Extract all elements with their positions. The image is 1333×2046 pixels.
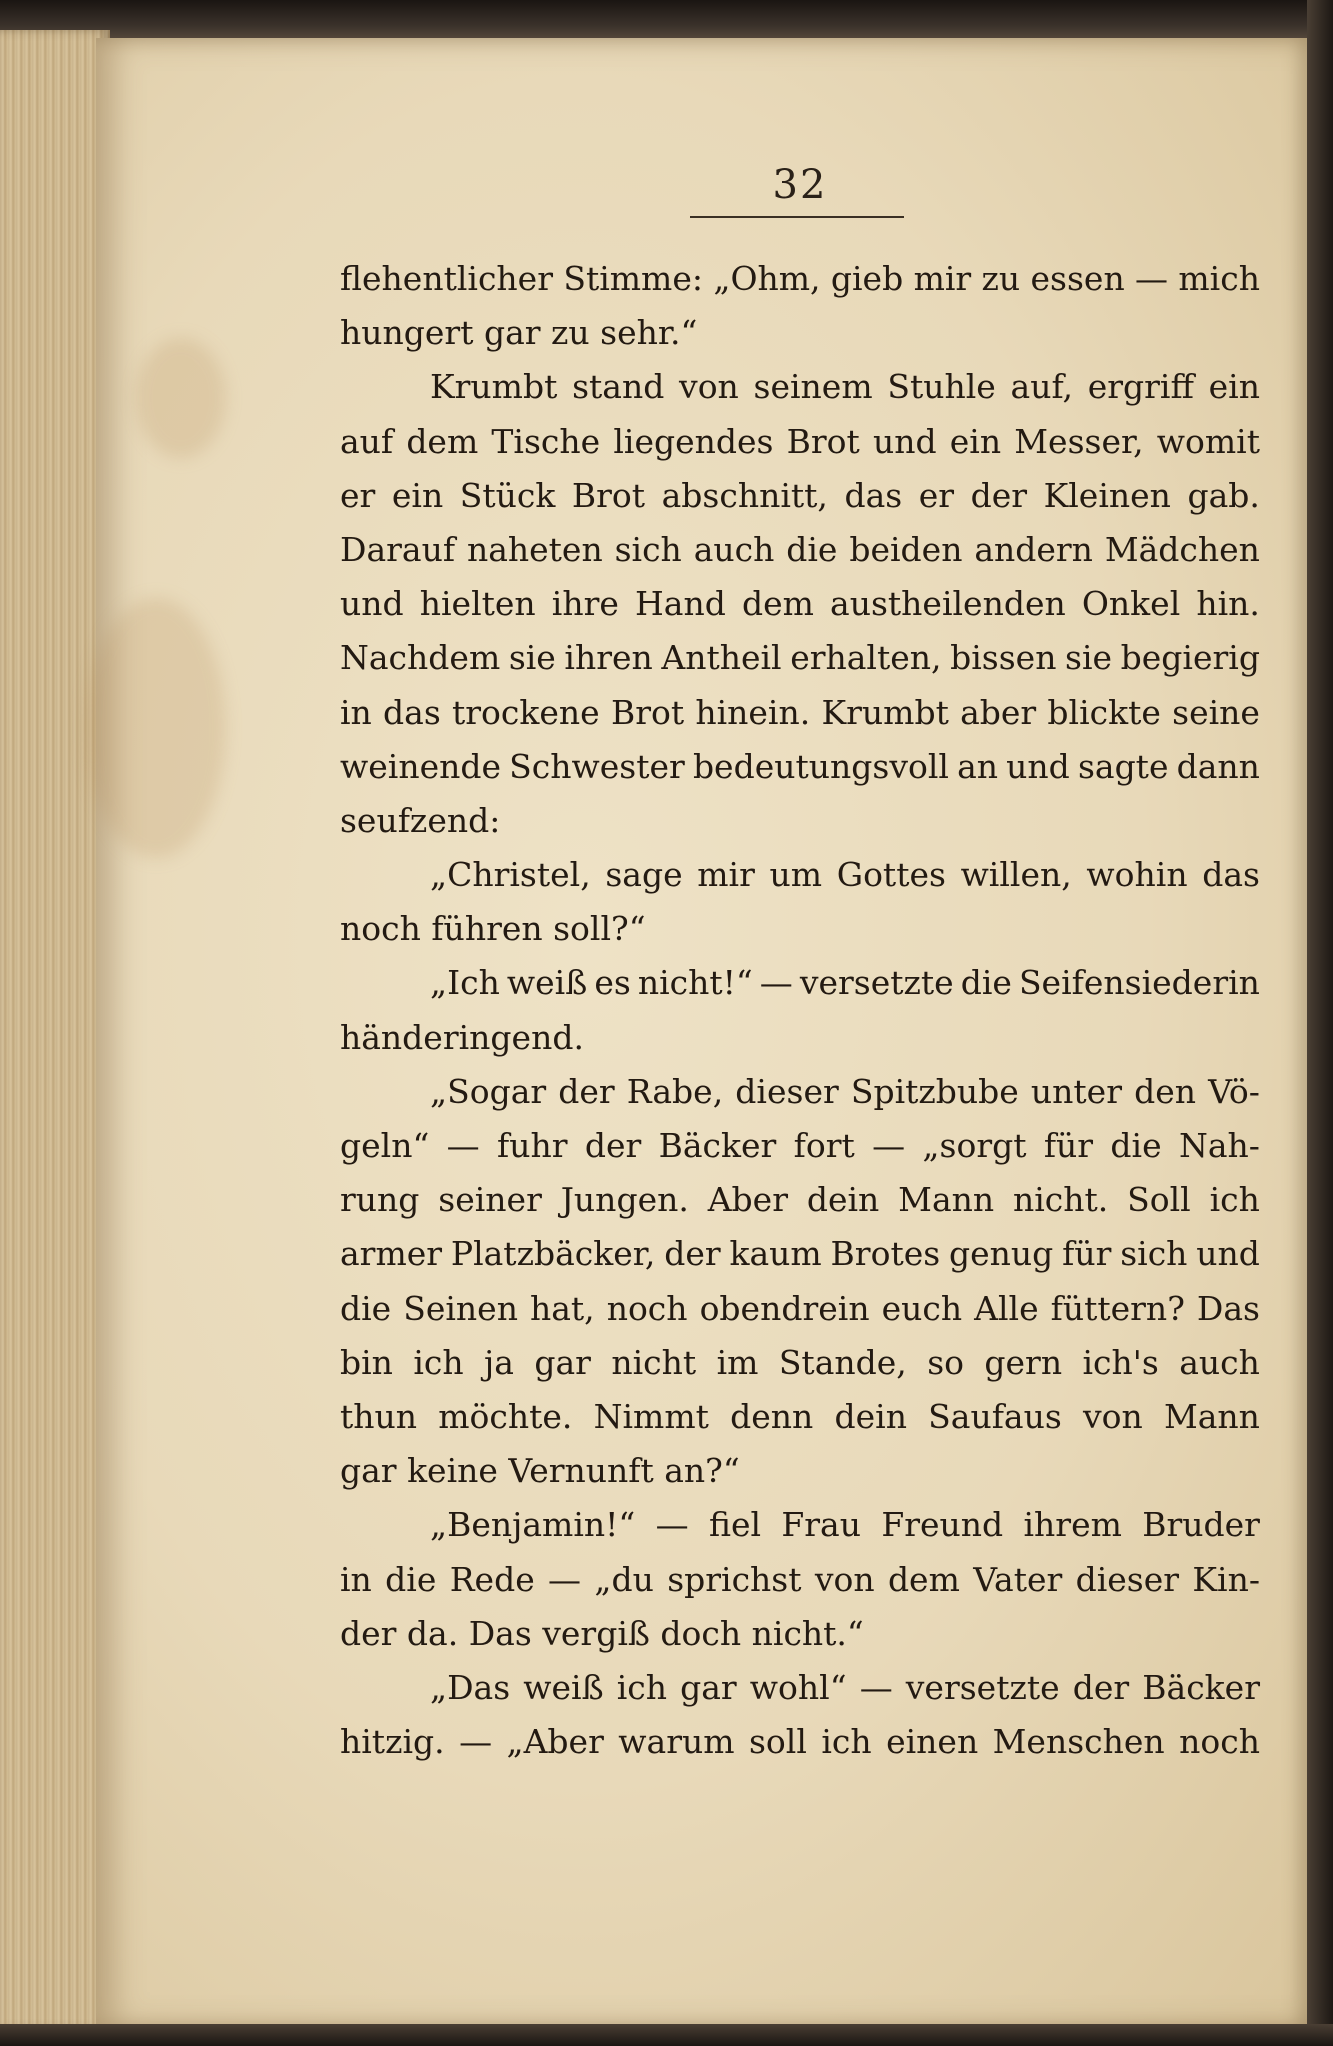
text-word: bissen [950, 638, 1057, 678]
text-word: liegendes [613, 421, 774, 461]
text-line: hungert gar zu sehr.“ [340, 313, 698, 353]
text-word: hielten [419, 584, 536, 624]
text-word: fuhr [497, 1126, 568, 1165]
text-word: Stuhle [887, 367, 996, 407]
text-word: ich [616, 1667, 668, 1707]
text-word: versetzte [799, 963, 954, 1003]
text-word: Brot [610, 692, 685, 732]
text-word: thun [340, 1396, 418, 1436]
text-line: seufzend: [340, 800, 501, 840]
text-line [340, 1227, 1260, 1281]
text-word: essen [1030, 259, 1125, 298]
text-word: das [383, 692, 441, 732]
text-word: ihrem [1023, 1505, 1122, 1545]
text-word: Rabe, [626, 1071, 724, 1111]
text-word: hat, [529, 1288, 595, 1328]
text-word: der [558, 1071, 615, 1111]
text-word: denn [730, 1396, 814, 1436]
text-word: trockene [452, 692, 600, 732]
text-word: er [918, 475, 955, 515]
text-word: noch [1179, 1722, 1260, 1762]
text-word: sagte [1077, 746, 1169, 786]
text-word: weiß [523, 1667, 604, 1707]
text-word: naheten [466, 529, 603, 569]
text-line [340, 956, 1260, 1010]
text-word: erhalten, [790, 638, 942, 678]
text-word: willen, [960, 855, 1072, 895]
text-word: Gottes [836, 855, 946, 895]
text-word: Brot [786, 421, 860, 461]
text-word: Alle [974, 1288, 1039, 1328]
text-word: von [814, 1559, 875, 1599]
text-line: händeringend. [340, 1017, 584, 1057]
text-word: — [446, 1126, 480, 1165]
text-word: versetzte [905, 1667, 1060, 1707]
text-word: und [340, 584, 404, 624]
text-line [340, 1498, 1260, 1552]
text-word: Hand [635, 584, 726, 624]
text-word: weiß [506, 963, 588, 1003]
text-word: ihren [564, 638, 653, 678]
text-word: für [1062, 1234, 1112, 1274]
text-word: „Sogar [430, 1071, 547, 1111]
text-word: dem [887, 1559, 960, 1599]
page-stain [86, 598, 226, 858]
text-word: dann [1176, 746, 1260, 786]
text-word: armer [340, 1234, 443, 1274]
text-word: austheilenden [830, 584, 1066, 624]
text-word: Vater [973, 1559, 1063, 1599]
text-word: Spitzbube [850, 1071, 1019, 1111]
page-stain [136, 338, 226, 458]
text-word: dein [806, 1180, 880, 1220]
text-word: Soll [1127, 1180, 1191, 1220]
text-word: wohin [1086, 855, 1188, 895]
text-word: Onkel [1081, 584, 1181, 624]
text-word: weinende [340, 746, 502, 786]
text-word: dein [834, 1396, 907, 1436]
text-word: er [340, 475, 376, 515]
text-word: „du [594, 1559, 654, 1599]
text-word: Krumbt [821, 692, 949, 732]
text-word: bin [340, 1342, 393, 1382]
text-word: beiden [849, 529, 963, 569]
text-word: die [340, 1288, 392, 1328]
text-word: — [655, 1505, 689, 1545]
text-word: abschnitt, [661, 475, 828, 515]
text-word: Mann [1163, 1396, 1260, 1436]
text-word: „Das [430, 1667, 511, 1707]
book-cover-edge-bottom [0, 2024, 1333, 2046]
text-word: hitzig. [340, 1722, 445, 1762]
text-word: Vö- [1208, 1071, 1260, 1111]
text-word: Antheil [661, 638, 782, 678]
text-word: dem [741, 584, 814, 624]
text-word: an [957, 746, 999, 786]
text-word: seiner [438, 1180, 542, 1220]
text-word: andern [974, 529, 1093, 569]
text-line [340, 1661, 1260, 1715]
text-word: nicht [611, 1342, 697, 1382]
text-line [340, 631, 1260, 685]
text-word: dieser [1075, 1559, 1180, 1599]
text-word: einen [886, 1722, 979, 1762]
text-word: die [1110, 1126, 1162, 1165]
text-word: die [786, 529, 838, 569]
text-word: Menschen [992, 1722, 1165, 1762]
text-word: obendrein [699, 1288, 870, 1328]
text-word: Das [1196, 1288, 1260, 1328]
text-word: warum [618, 1722, 735, 1762]
text-word: der [970, 475, 1028, 515]
text-line [340, 686, 1260, 740]
text-word: Nachdem [340, 638, 501, 678]
text-word: von [1082, 1396, 1143, 1436]
text-word: der [664, 1234, 721, 1274]
text-word: — [548, 1559, 582, 1599]
text-line [340, 740, 1260, 794]
page-number: 32 [772, 162, 828, 208]
text-word: möchte. [438, 1396, 573, 1436]
text-word: Nimmt [593, 1396, 709, 1436]
text-word: Seifensiederin [1018, 963, 1260, 1003]
book-cover-edge-right [1307, 0, 1333, 2046]
text-word: in [340, 692, 372, 732]
text-word: begierig [1120, 638, 1260, 678]
text-word: — [759, 963, 793, 1003]
page-stack-edge [0, 30, 110, 2030]
text-word: Brotes [830, 1234, 941, 1274]
text-word: euch [881, 1288, 963, 1328]
text-word: Bäcker [1142, 1667, 1260, 1707]
text-word: füttern? [1050, 1288, 1185, 1328]
text-word: gieb [830, 259, 904, 298]
text-word: Schwester [509, 746, 685, 786]
text-word: auch [693, 529, 775, 569]
page-number-rule [690, 216, 904, 218]
text-word: ja [484, 1342, 514, 1382]
text-word: „Ohm, [713, 259, 821, 298]
text-word: stand [572, 367, 665, 407]
text-word: dieser [735, 1071, 839, 1111]
text-word: Aber [707, 1180, 788, 1220]
text-word: unter [1030, 1071, 1122, 1111]
text-word: ich [1209, 1180, 1260, 1220]
text-word: Stande, [778, 1342, 907, 1382]
text-word: fiel [708, 1505, 762, 1545]
text-word: ich [821, 1722, 872, 1762]
text-word: sprichst [667, 1559, 802, 1599]
text-word: — [459, 1722, 493, 1762]
text-word: Bruder [1142, 1505, 1260, 1545]
text-word: Mädchen [1104, 529, 1260, 569]
text-line [340, 848, 1260, 902]
text-word: in [340, 1559, 372, 1599]
text-word: hinein. [695, 692, 811, 732]
text-line [340, 523, 1260, 577]
text-line [340, 1390, 1260, 1444]
text-line: gar keine Vernunft an?“ [340, 1451, 740, 1491]
text-word: — [859, 1667, 893, 1707]
text-word: Saufaus [928, 1396, 1062, 1436]
text-word: auch [1179, 1342, 1260, 1382]
text-word: und [872, 421, 937, 461]
text-word: noch [606, 1288, 688, 1328]
text-word: im [716, 1342, 759, 1382]
text-word: „Aber [506, 1722, 604, 1762]
text-word: den [1134, 1071, 1196, 1111]
text-line [340, 1282, 1260, 1336]
text-word: „Benjamin!“ [430, 1505, 636, 1545]
text-word: ich's [1082, 1342, 1159, 1382]
text-word: Darauf [340, 529, 456, 569]
text-word: sie [1065, 638, 1113, 678]
text-word: soll [748, 1722, 807, 1762]
text-word: Stück [459, 475, 556, 515]
text-line [340, 252, 1260, 306]
text-line [340, 1065, 1260, 1119]
text-word: das [1202, 855, 1260, 895]
text-word: auf, [1010, 367, 1073, 407]
text-word: sich [1120, 1234, 1188, 1274]
text-word: — [872, 1126, 906, 1165]
body-text [340, 252, 1260, 1769]
text-word: fort [793, 1126, 855, 1165]
text-line [340, 1173, 1260, 1227]
text-word: Stimme: [563, 259, 703, 298]
text-word: gar [534, 1342, 591, 1382]
text-word: Frau [781, 1505, 861, 1545]
text-word: nicht. [1013, 1180, 1109, 1220]
text-line [340, 1336, 1260, 1390]
text-word: seinem [753, 367, 873, 407]
text-word: Brot [571, 475, 646, 515]
text-word: aber [960, 692, 1037, 732]
text-word: das [844, 475, 903, 515]
text-word: ein [949, 421, 1002, 461]
text-word: der [1072, 1667, 1130, 1707]
text-word: ergriff [1087, 367, 1194, 407]
text-word: „sorgt [922, 1126, 1027, 1165]
text-word: ihre [551, 584, 619, 624]
text-word: mich [1178, 259, 1260, 298]
text-word: so [927, 1342, 964, 1382]
text-word: der [584, 1126, 642, 1165]
text-line [340, 577, 1260, 631]
text-line [340, 415, 1260, 469]
text-word: ein [391, 475, 444, 515]
text-word: gar [680, 1667, 737, 1707]
text-word: zu [981, 259, 1021, 298]
text-word: Mann [898, 1180, 995, 1220]
text-word: es [594, 963, 631, 1003]
text-word: gab. [1187, 475, 1260, 515]
text-word: Jungen. [560, 1180, 689, 1220]
text-line [340, 1553, 1260, 1607]
text-word: hin. [1196, 584, 1260, 624]
text-word: und [1006, 746, 1070, 786]
text-word: „Christel, [430, 855, 591, 895]
text-word: — [1135, 259, 1169, 298]
text-word: Tische [491, 421, 601, 461]
text-word: Seinen [403, 1288, 518, 1328]
text-word: Nah- [1178, 1126, 1260, 1165]
text-word: sich [614, 529, 682, 569]
text-word: genug [949, 1234, 1054, 1274]
text-line: noch führen soll?“ [340, 909, 646, 949]
text-word: gern [984, 1342, 1063, 1382]
text-word: wohl“ [749, 1667, 847, 1707]
text-word: ich [413, 1342, 464, 1382]
text-word: kaum [729, 1234, 822, 1274]
text-word: geln“ [340, 1126, 430, 1165]
text-word: mir [913, 259, 972, 298]
text-line [340, 1119, 1260, 1173]
text-word: Rede [449, 1559, 535, 1599]
text-word: Freund [881, 1505, 1004, 1545]
text-word: blickte [1047, 692, 1161, 732]
text-word: seine [1172, 692, 1260, 732]
text-line: der da. Das vergiß doch nicht.“ [340, 1613, 864, 1653]
text-word: Bäcker [658, 1126, 777, 1165]
text-word: von [679, 367, 739, 407]
text-word: Platzbäcker, [450, 1234, 656, 1274]
text-word: um [769, 855, 823, 895]
text-word: flehentlicher [340, 259, 553, 298]
text-word: bedeutungsvoll [692, 746, 949, 786]
text-word: sage [605, 855, 683, 895]
text-word: Kin- [1192, 1559, 1260, 1599]
text-word: dem [406, 421, 479, 461]
text-word: „Ich [430, 963, 500, 1003]
text-word: Krumbt [430, 367, 558, 407]
text-line [340, 1715, 1260, 1769]
text-line [340, 469, 1260, 523]
text-word: für [1043, 1126, 1094, 1165]
text-word: Messer, [1014, 421, 1144, 461]
text-word: rung [340, 1180, 420, 1220]
text-word: auf [340, 421, 394, 461]
text-word: sie [508, 638, 556, 678]
book-cover-edge-top [0, 0, 1333, 42]
text-line [340, 360, 1260, 414]
text-word: womit [1156, 421, 1260, 461]
text-word: mir [697, 855, 755, 895]
text-word: nicht!“ [637, 963, 753, 1003]
text-word: die [960, 963, 1012, 1003]
text-word: die [385, 1559, 437, 1599]
text-word: ein [1208, 367, 1260, 407]
text-word: und [1196, 1234, 1260, 1274]
text-word: Kleinen [1043, 475, 1171, 515]
